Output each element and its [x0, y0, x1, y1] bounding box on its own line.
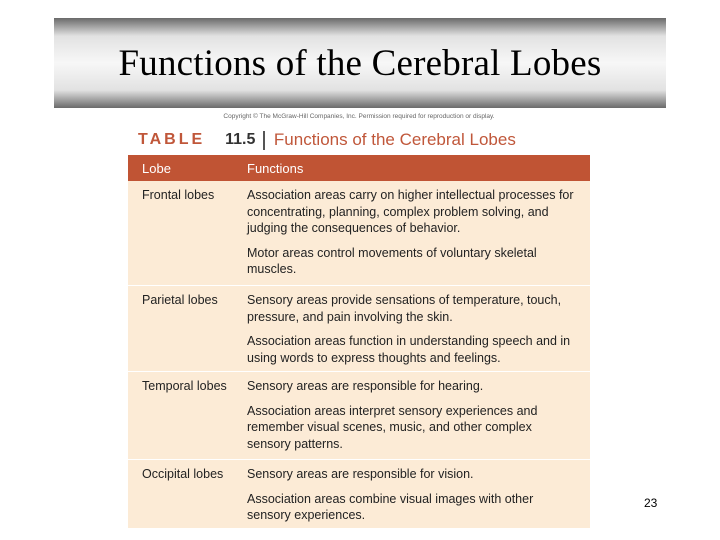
lobe-functions [233, 460, 590, 528]
function-text: Association areas combine visual images with other sensory experiences. [247, 491, 534, 522]
table-label: TABLE [138, 131, 206, 148]
function-text: Motor areas control movements of voluntary skeletal muscles. [247, 245, 537, 276]
lobe-functions-table [128, 155, 590, 528]
table-row [128, 181, 590, 286]
table-title: Functions of the Cerebral Lobes [273, 130, 516, 149]
lobe-name: Parietal lobes [142, 293, 218, 307]
lobe-name: Temporal lobes [142, 379, 227, 393]
lobe-name: Occipital lobes [142, 467, 224, 481]
function-text: Association areas function in understanding speech and in using words to express thoughts and feelings. [247, 334, 571, 365]
function-text: Sensory areas are responsible for vision. [247, 467, 474, 481]
table-row [128, 286, 590, 372]
table-row [128, 460, 590, 528]
function-text: Association areas carry on higher intellectual processes for concentrating, planning, complex problem solving, and judging the consequences of behavior. [247, 188, 574, 235]
lobe-functions [233, 372, 590, 459]
function-text: Sensory areas are responsible for hearing. [247, 379, 484, 393]
copyright-notice: Copyright © The McGraw-Hill Companies, Inc. Permission required for reproduction or display. [223, 113, 495, 120]
header-functions: Functions [247, 160, 304, 176]
lobe-functions [233, 181, 590, 285]
table-header-row [128, 155, 590, 181]
header-lobe: Lobe [142, 160, 171, 176]
slide-title-bar [54, 18, 666, 108]
lobe-name: Frontal lobes [142, 188, 215, 202]
table-number: 11.5 [225, 131, 256, 148]
function-text: Association areas interpret sensory experiences and remember visual scenes, music, and other complex sensory patterns. [247, 403, 538, 451]
page-number: 23 [644, 496, 658, 510]
caption-divider [263, 131, 265, 150]
slide-title: Functions of the Cerebral Lobes [118, 42, 602, 84]
table-row [128, 372, 590, 460]
lobe-functions [233, 286, 590, 371]
function-text: Sensory areas provide sensations of temperature, touch, pressure, and pain involving the skin. [247, 293, 562, 324]
table-caption [138, 127, 516, 153]
